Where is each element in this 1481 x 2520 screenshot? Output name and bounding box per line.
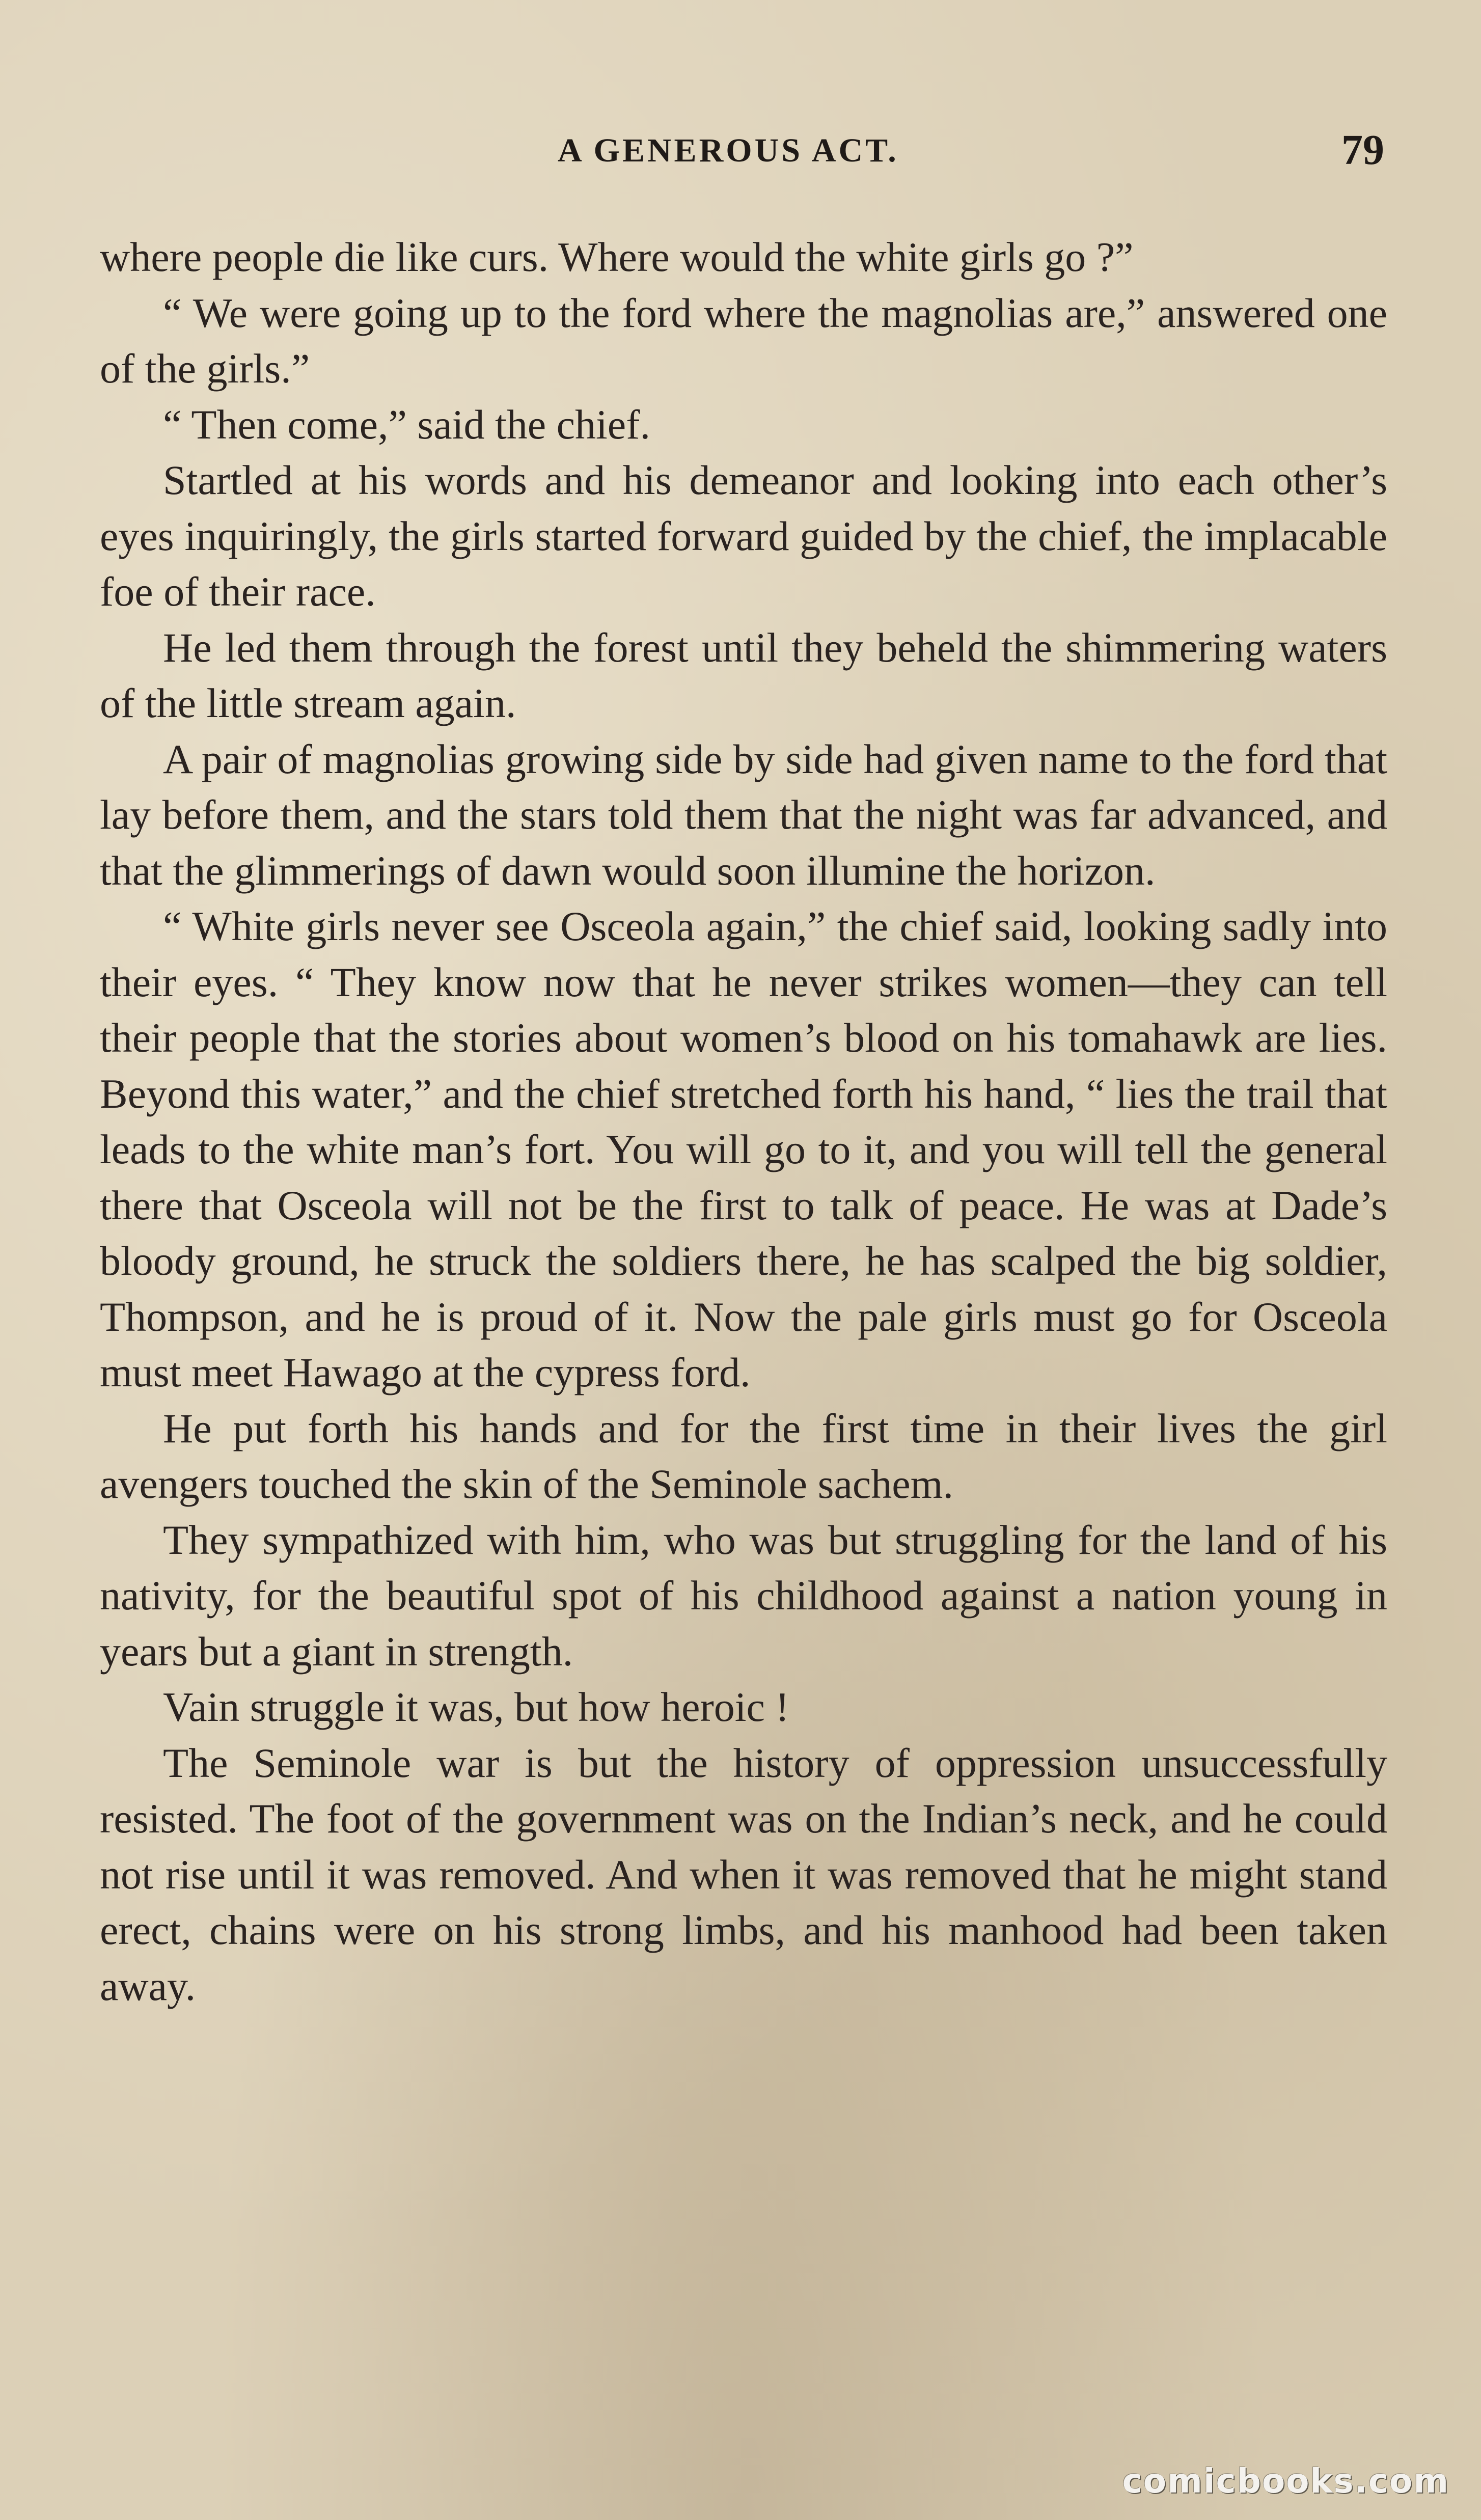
paragraph: “ White girls never see Osceola again,” the chief said, looking sadly into their eyes. “ They know now that he never strikes women—they can tell their people that the stories about women’s blood on his tomahawk are lies. Beyond this water,” and the chief stretched forth his hand, “ lies the trail that leads to the white man’s fort. You will go to it, and you will tell the general there that Osceola will not be the first to talk of peace. He was at Dade’s bloody ground, he struck the soldiers there, he has scalped the big soldier, Thompson, and he is proud of it. Now the pale girls must go for Osceola must meet Hawago at the cypress ford.	[100, 903, 1387, 1395]
running-head: A GENEROUS ACT.	[558, 132, 899, 169]
body-text	[100, 229, 1387, 2014]
paragraph: “ Then come,” said the chief.	[163, 401, 651, 448]
paragraph: “ We were going up to the ford where the magnolias are,” answered one of the girls.”	[100, 289, 1387, 392]
paragraph: He led them through the forest until they beheld the shimmering waters of the little stream again.	[100, 624, 1387, 726]
page-number: 79	[1341, 126, 1384, 174]
watermark: comicbooks.com	[1122, 2461, 1449, 2501]
paragraph: Vain struggle it was, but how heroic !	[163, 1684, 789, 1730]
paragraph: He put forth his hands and for the first time in their lives the girl avengers touched the skin of the Seminole sachem.	[100, 1405, 1387, 1507]
paragraph: They sympathized with him, who was but struggling for the land of his nativity, for the beautiful spot of his childhood against a nation young in years but a giant in strength.	[100, 1516, 1387, 1675]
paragraph: The Seminole war is but the history of oppression unsuccessfully resisted. The foot of the government was on the Indian’s neck, and he could not rise until it was removed. And when it was removed that he might stand erect, chains were on his strong limbs, and his manhood had been taken away.	[100, 1739, 1387, 2009]
paragraph: Startled at his words and his demeanor and looking into each other’s eyes inquiringly, the girls started forward guided by the chief, the implacable foe of their race.	[100, 457, 1387, 615]
paragraph: A pair of magnolias growing side by side had given name to the ford that lay before them, and the stars told them that the night was far advanced, and that the glimmerings of dawn would soon illumine the horizon.	[100, 735, 1387, 894]
paragraph: where people die like curs. Where would the white girls go ?”	[100, 234, 1134, 280]
